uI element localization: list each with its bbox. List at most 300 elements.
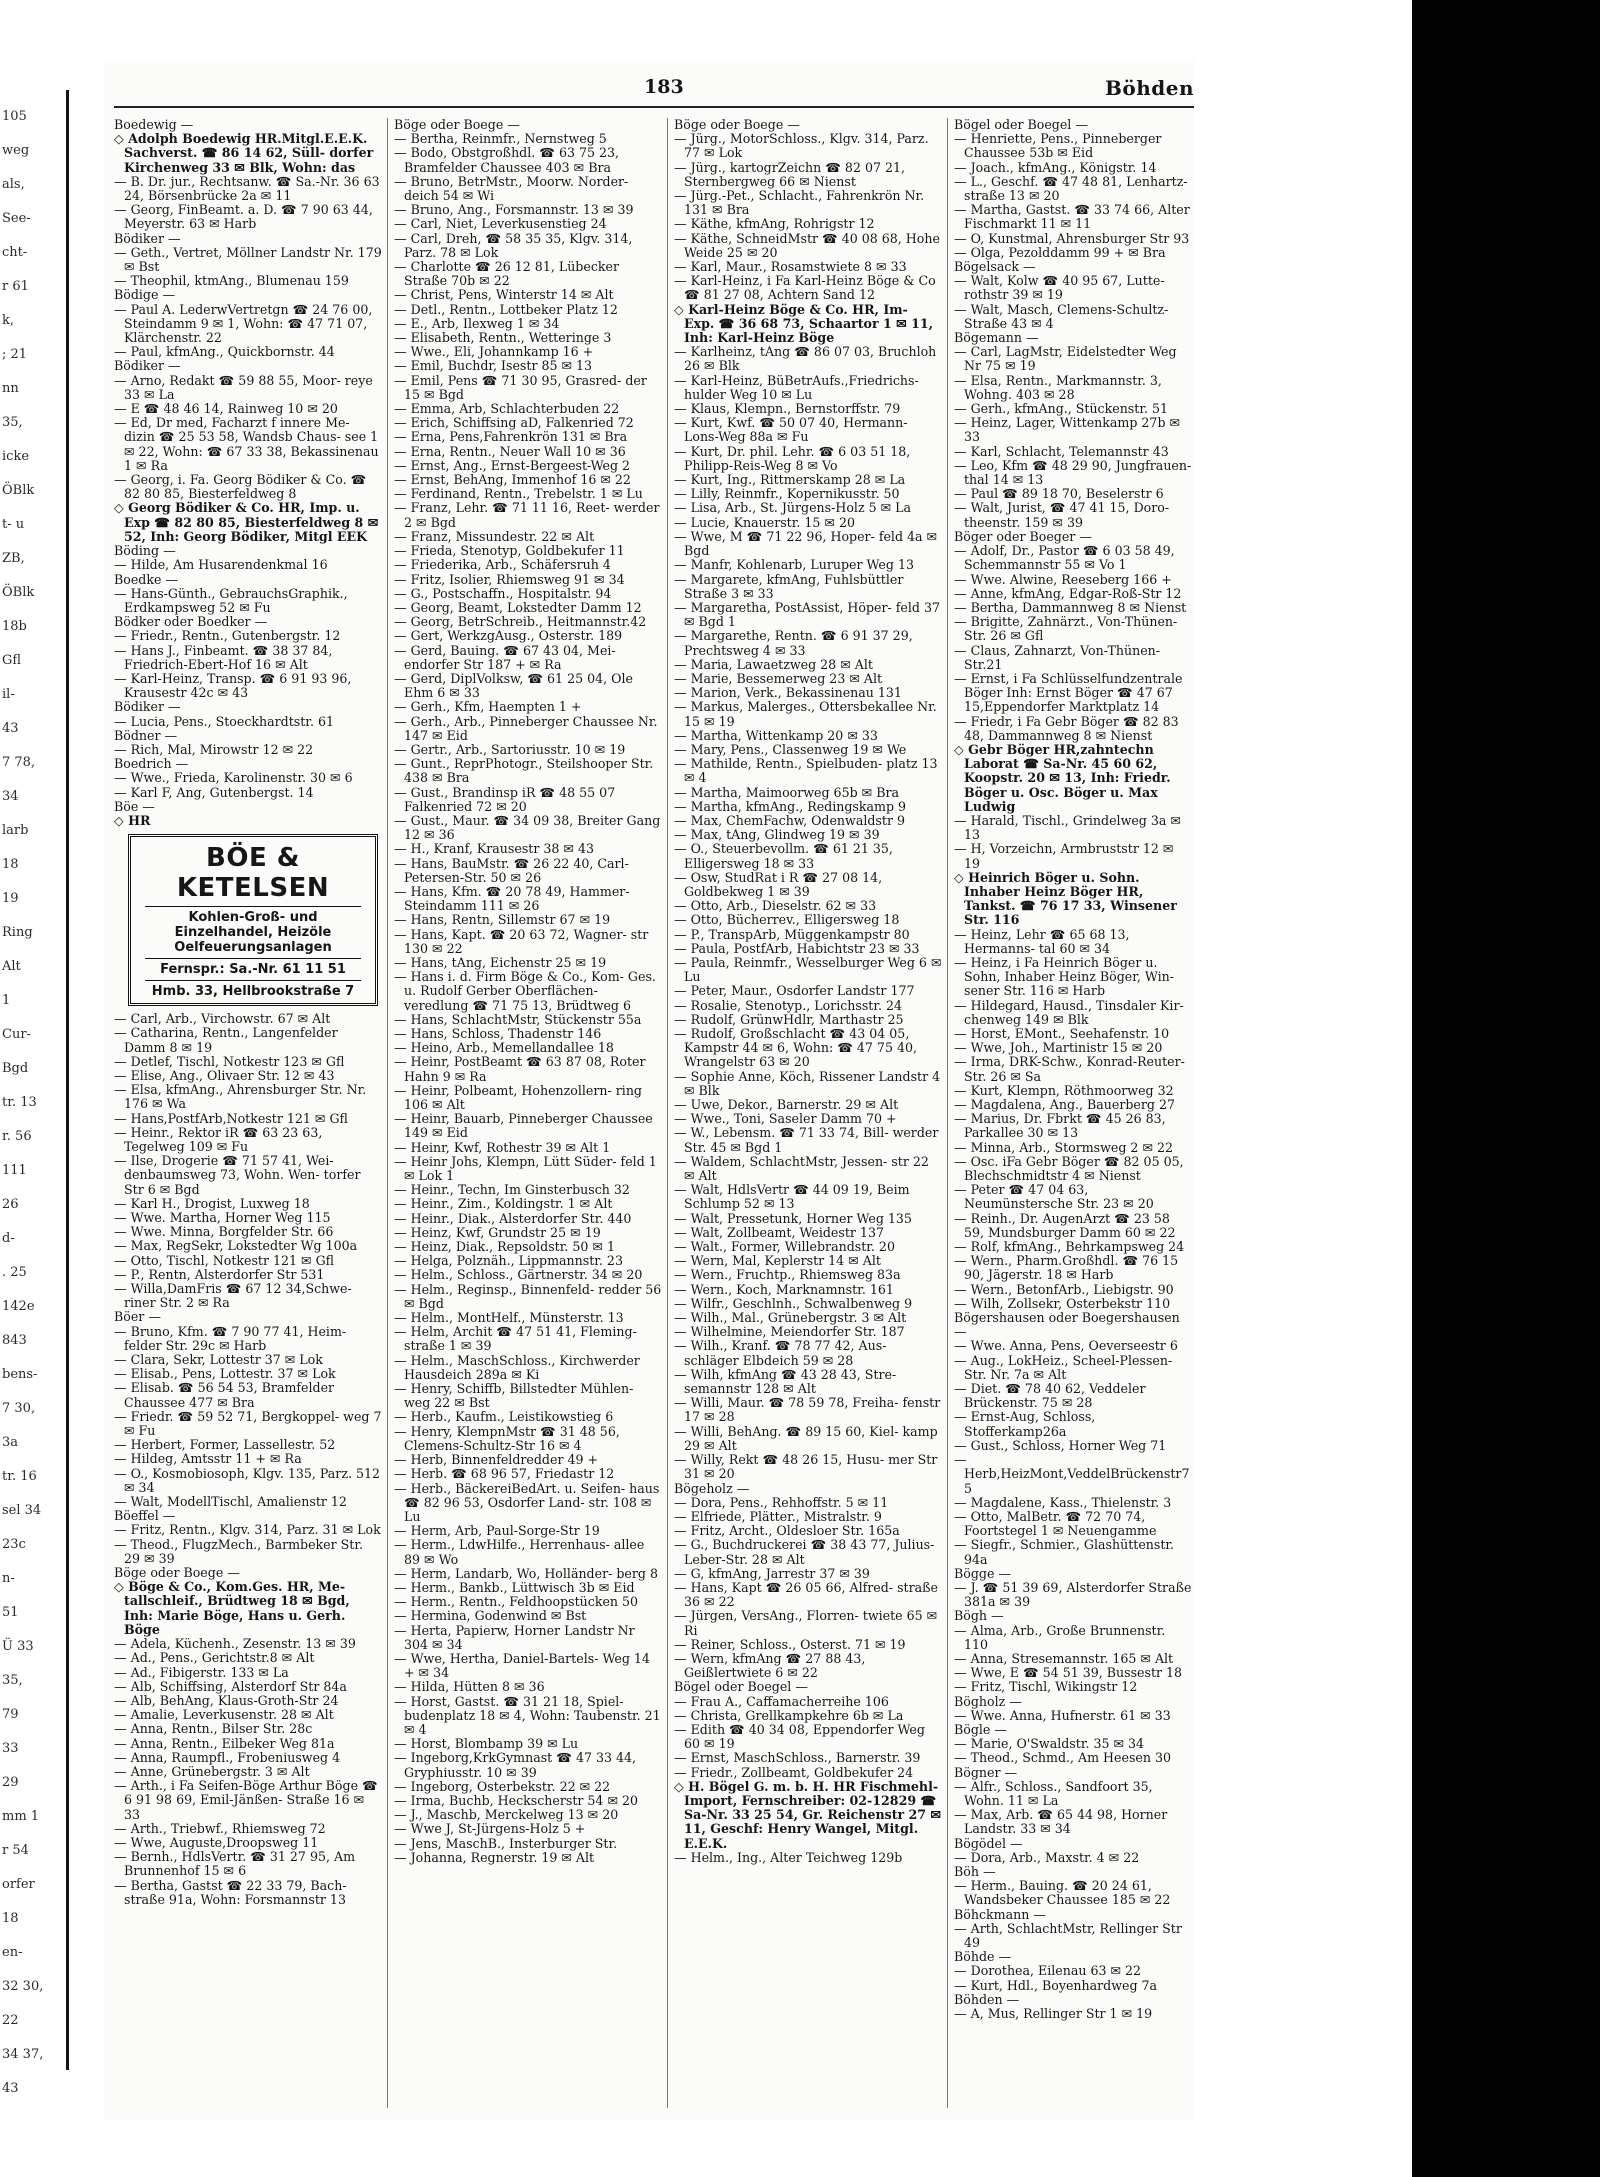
directory-entry: — Rich, Mal, Mirowstr 12 ✉ 22 (114, 741, 314, 757)
directory-entry: — Elisabeth, Rentn., Wetteringe 3 (394, 330, 612, 346)
directory-entry: — Alb, BehAng, Klaus-Groth-Str 24 (114, 1692, 339, 1708)
previous-page-fragment: d- (2, 1231, 15, 1246)
directory-entry: — Clara, Sekr, Lottestr 37 ✉ Lok (114, 1352, 323, 1368)
surname-heading: Bögel oder Boegel — (954, 117, 1088, 132)
directory-entry: ◇ H. Bögel G. m. b. H. HR Fischmehl-Import, Fernschreiber: 02-12829 ☎ Sa-Nr. 33 25 54, Gr. Reichenstr 27 ✉ 11, Geschf: Henry Wangel, Mitgl. E.E.K. (674, 1778, 942, 1851)
directory-entry: — Gerh., Kfm, Haempten 1 + (394, 699, 582, 715)
directory-entry: — Karl-Heinz, BüBetrAufs.,Friedrichs- hulder Weg 10 ✉ Lu (674, 372, 919, 402)
directory-entry: — Magdalena, Ang., Bauerberg 27 (954, 1097, 1175, 1113)
directory-entry: — Carl, Niet, Leverkusenstieg 24 (394, 216, 607, 232)
previous-page-fragment: 1 (2, 993, 11, 1008)
surname-heading: Böding — (114, 543, 176, 559)
directory-entry: — Ad., Fibigerstr. 133 ✉ La (114, 1664, 289, 1680)
directory-entry: — Hans, Kfm. ☎ 20 78 49, Hammer- Steindamm 111 ✉ 26 (394, 883, 630, 914)
directory-entry: — Hans, tAng, Eichenstr 25 ✉ 19 (394, 954, 607, 970)
directory-entry: — Heinz, Kwf, Grundstr 25 ✉ 19 (394, 1224, 601, 1240)
directory-entry: — Charlotte ☎ 26 12 81, Lübecker Straße 70b ✉ 22 (394, 259, 619, 289)
directory-entry: — Hans J., Finbeamt. ☎ 38 37 84, Friedrich-Ebert-Hof 16 ✉ Alt (114, 642, 333, 672)
previous-page-fragment: nn (2, 381, 19, 396)
directory-entry: — Emil, Pens ☎ 71 30 95, Grasred- der 15 ✉ Bgd (394, 372, 647, 402)
directory-entry: — Frieda, Stenotyp, Goldbekufer 11 (394, 543, 625, 559)
column-3 (674, 118, 942, 2108)
running-head: Böhden (1104, 76, 1194, 100)
directory-entry: — Lucie, Knauerstr. 15 ✉ 20 (674, 514, 855, 530)
surname-heading: Bögner — (954, 1764, 1018, 1780)
previous-page-fragment: Bgd (2, 1061, 29, 1076)
directory-entry: — Max, tAng, Glindweg 19 ✉ 39 (674, 827, 880, 843)
directory-entry: — Margaretha, PostAssist, Höper- feld 37 ✉ Bgd 1 (674, 599, 940, 630)
directory-entry: — Friederika, Arb., Schäfersruh 4 (394, 557, 611, 573)
directory-entry: — Käthe, kfmAng, Rohrigstr 12 (674, 216, 875, 232)
directory-entry: — Herm., Bankb., Lüttwisch 3b ✉ Eid (394, 1579, 635, 1595)
directory-entry: — Wern., Koch, Marknamnstr. 161 (674, 1281, 894, 1297)
previous-page-fragment: bens- (2, 1367, 38, 1382)
directory-entry: — Gerh., Arb., Pinneberger Chaussee Nr. 147 ✉ Eid (394, 713, 658, 743)
directory-entry: — Ad., Pens., Gerichtstr.8 ✉ Alt (114, 1650, 315, 1666)
directory-entry: — O, Kunstmal, Ahrensburger Str 93 (954, 230, 1190, 246)
directory-entry: — Friedr, i Fa Gebr Böger ☎ 82 83 48, Dammannweg 8 ✉ Nienst (954, 713, 1179, 743)
previous-page-fragment: weg (2, 143, 30, 158)
directory-entry: — Heinr, Bauarb, Pinneberger Chaussee 149 ✉ Eid (394, 1111, 653, 1141)
directory-entry: — Paul ☎ 89 18 70, Beselerstr 6 (954, 486, 1164, 502)
directory-entry: — W., Lebensm. ☎ 71 33 74, Bill- werder Str. 45 ✉ Bgd 1 (674, 1125, 939, 1155)
directory-entry: — Otto, Bücherrev., Elligersweg 18 (674, 912, 900, 928)
directory-entry: — Osw, StudRat i R ☎ 27 08 14, Goldbekweg 1 ✉ 39 (674, 869, 883, 899)
previous-page-fragment: 3a (2, 1435, 19, 1450)
directory-entry: — Heinr, PostBeamt ☎ 63 87 08, Roter Hahn 9 ✉ Ra (394, 1054, 646, 1084)
directory-entry: — Martha, Wittenkamp 20 ✉ 33 (674, 727, 878, 743)
directory-entry: ◇ Karl-Heinz Böge & Co. HR, Im- Exp. ☎ 36 68 73, Schaartor 1 ✉ 11, Inh: Karl-Heinz Böge (674, 301, 933, 346)
directory-entry: — Olga, Pezolddamm 99 + ✉ Bra (954, 244, 1166, 260)
surname-heading: Bögholz — (954, 1693, 1022, 1709)
directory-entry: — Alb, Schiffsing, Alsterdorf Str 84a (114, 1678, 347, 1694)
directory-entry: — Erna, Pens,Fahrenkrön 131 ✉ Bra (394, 429, 628, 445)
directory-entry: — Catharina, Rentn., Langenfelder Damm 8 ✉ 19 (114, 1025, 338, 1055)
directory-entry: — Horst, EMont., Seehafenstr. 10 (954, 1026, 1170, 1041)
advert-title: BÖE & KETELSEN (176, 843, 330, 904)
directory-entry: — Ernst, i Fa Schlüsselfundzentrale Böger Inh: Ernst Böger ☎ 47 67 15,Eppendorfer Marktplatz 14 (954, 670, 1183, 715)
directory-entry: — Heinz, i Fa Heinrich Böger u. Sohn, Inhaber Heinz Böger, Win- sener Str. 116 ✉ Harb (954, 954, 1175, 999)
directory-entry: — Wern, kfmAng ☎ 27 88 43, Geißlertwiete 6 ✉ 22 (674, 1650, 866, 1681)
directory-entry: — Herbert, Former, Lassellestr. 52 (114, 1437, 336, 1453)
directory-entry: — Franz, Missundestr. 22 ✉ Alt (394, 528, 595, 544)
previous-page-fragment: 7 78, (2, 755, 36, 770)
directory-entry: — Hildeg, Amtsstr 11 + ✉ Ra (114, 1451, 302, 1467)
directory-entry: — Edith ☎ 40 34 08, Eppendorfer Weg 60 ✉ 19 (674, 1721, 925, 1752)
directory-entry: — H, Vorzeichn, Armbruststr 12 ✉ 19 (954, 841, 1174, 871)
directory-entry: — Walt, Kolw ☎ 40 95 67, Lutte- rothstr 39 ✉ 19 (954, 273, 1165, 303)
directory-entry: — Wwe. Anna, Hufnerstr. 61 ✉ 33 (954, 1707, 1171, 1723)
surname-heading: Bödner — (114, 727, 178, 743)
directory-entry: — G., Buchdruckerei ☎ 38 43 77, Julius-Leber-Str. 28 ✉ Alt (674, 1537, 935, 1567)
directory-entry: — Wilh., Mal., Grünebergstr. 3 ✉ Alt (674, 1310, 907, 1326)
directory-entry: — Gust., Brandinsp iR ☎ 48 55 07 Falkenried 72 ✉ 20 (394, 784, 616, 814)
surname-heading: Bögel oder Boegel — (674, 1679, 808, 1695)
previous-page-fragment: 33 (2, 1741, 19, 1756)
directory-entry: — Hans, SchlachtMstr, Stückenstr 55a (394, 1011, 642, 1027)
directory-entry: — Bruno, BetrMstr., Moorw. Norder- deich 54 ✉ Wi (394, 173, 629, 204)
previous-page-fragment: als, (2, 177, 25, 192)
column-divider (667, 118, 668, 2108)
previous-page-fragment: ÖBlk (2, 483, 35, 498)
previous-page-fragment: 23c (2, 1537, 26, 1552)
directory-entry: — B. Dr. jur., Rechtsanw. ☎ Sa.-Nr. 36 63 24, Börsenbrücke 2a ✉ 11 (114, 173, 380, 204)
directory-entry: — Henry, Schiffb, Billstedter Mühlen- weg 22 ✉ Bst (394, 1381, 634, 1411)
directory-entry: — Elisab., Pens, Lottestr. 37 ✉ Lok (114, 1366, 336, 1382)
directory-entry: — Kurt, Ing., Rittmerskamp 28 ✉ La (674, 472, 906, 488)
directory-entry: — Herb., Kaufm., Leistikowstieg 6 (394, 1409, 614, 1425)
directory-entry: — Markus, Malerges., Ottersbekallee Nr. 15 ✉ 19 (674, 699, 937, 729)
directory-entry: — Uwe, Dekor., Barnerstr. 29 ✉ Alt (674, 1097, 899, 1113)
directory-entry: — Hans, Rentn, Sillemstr 67 ✉ 19 (394, 912, 611, 928)
previous-page-fragment: 43 (2, 721, 19, 736)
directory-entry: — Walt., Former, Willebrandstr. 20 (674, 1239, 895, 1255)
directory-entry: — Hans, Kapt. ☎ 20 63 72, Wagner- str 130 ✉ 22 (394, 926, 649, 956)
directory-entry: — Anne, Grünebergstr. 3 ✉ Alt (114, 1763, 310, 1779)
directory-entry: — Walt, Jurist, ☎ 47 41 15, Doro- theenstr. 159 ✉ 39 (954, 500, 1170, 530)
previous-page-fragment: 22 (2, 2013, 19, 2028)
directory-entry: — Wwe, Auguste,Droopsweg 11 (114, 1834, 319, 1850)
column-4 (954, 118, 1192, 2108)
directory-entry: — Wwe., Eli, Johannkamp 16 + (394, 344, 594, 360)
directory-entry: — Horst, Gastst. ☎ 31 21 18, Spiel- budenplatz 18 ✉ 4, Wohn: Taubenstr. 21 ✉ 4 (394, 1693, 661, 1737)
surname-heading: Bögge — (954, 1565, 1012, 1581)
directory-entry: — Herm, Landarb, Wo, Holländer- berg 8 (394, 1565, 658, 1581)
directory-entry: — Gust., Schloss, Horner Weg 71 (954, 1437, 1167, 1453)
surname-heading: Böhde — (954, 1949, 1012, 1965)
directory-entry: — Adolf, Dr., Pastor ☎ 6 03 58 49, Schemmannstr 55 ✉ Vo 1 (954, 543, 1175, 573)
directory-entry: — Christa, Grellkampkehre 6b ✉ La (674, 1707, 904, 1723)
directory-entry: — Hilde, Am Husarendenkmal 16 (114, 557, 328, 573)
directory-entry: — Marion, Verk., Bekassinenau 131 (674, 685, 902, 701)
surname-heading: Böh — (954, 1863, 996, 1879)
directory-entry: — Elise, Ang., Olivaer Str. 12 ✉ 43 (114, 1067, 335, 1083)
directory-entry: — Christ, Pens, Winterstr 14 ✉ Alt (394, 287, 614, 303)
previous-page-fragment: il- (2, 687, 15, 702)
previous-page-fragment: en- (2, 1945, 23, 1960)
directory-entry: — Klaus, Klempn., Bernstorffstr. 79 (674, 401, 901, 417)
directory-entry: — Wwe, Hertha, Daniel-Bartels- Weg 14 + ✉ 34 (394, 1650, 650, 1681)
surname-heading: Böhckmann — (954, 1906, 1046, 1922)
directory-entry: — Ernst-Aug, Schloss, Stofferkamp26a (954, 1409, 1096, 1439)
previous-page-fragment: icke (2, 449, 30, 464)
directory-entry: — Heinr Johs, Klempn, Lütt Süder- feld 1 ✉ Lok 1 (394, 1153, 657, 1184)
scanner-black-border (1412, 0, 1600, 2177)
directory-entry: ◇ Adolph Boedewig HR.Mitgl.E.E.K. Sachverst. ☎ 86 14 62, Süll- dorfer Kirchenweg 33 ✉ Blk, Wohn: das (114, 131, 374, 175)
directory-entry: — Friedr. ☎ 59 52 71, Bergkoppel- weg 7 ✉ Fu (114, 1408, 382, 1439)
directory-entry: — Sophie Anne, Köch, Rissener Landstr 4 ✉ Blk (674, 1068, 941, 1098)
column-2 (394, 118, 662, 2108)
directory-entry: — Marie, Bessemerweg 23 ✉ Alt (674, 670, 883, 686)
directory-entry: — Heinr, Kwf, Rothestr 39 ✉ Alt 1 (394, 1139, 611, 1155)
directory-entry: — Wwe. Minna, Borgfelder Str. 66 (114, 1224, 334, 1240)
directory-entry: — Kurt, Hdl., Boyenhardweg 7a (954, 1977, 1158, 1993)
directory-entry: — Magdalene, Kass., Thielenstr. 3 (954, 1494, 1172, 1510)
directory-entry: — Rudolf, Großschlacht ☎ 43 04 05, Kampstr 44 ✉ 6, Wohn: ☎ 47 75 40, Wrangelstr 63 ✉ 20 (674, 1026, 917, 1070)
directory-entry: — Herm., Bauing. ☎ 20 24 61, Wandsbeker Chaussee 185 ✉ 22 (954, 1878, 1171, 1908)
previous-page-fragment: k, (2, 313, 15, 328)
surname-heading: Böger oder Boeger — (954, 528, 1092, 544)
directory-entry: — Wilfr., Geschlnh., Schwalbenweg 9 (674, 1295, 913, 1311)
previous-page-fragment: 34 (2, 789, 19, 804)
directory-entry: — Helga, Polznäh., Lippmannstr. 23 (394, 1253, 623, 1269)
directory-entry: — Wwe. Anna, Pens, Oeverseestr 6 (954, 1338, 1178, 1354)
surname-heading: Böeffel — (114, 1508, 176, 1524)
previous-page-fragment: 35, (2, 415, 23, 430)
directory-entry: — Hans, Kapt ☎ 26 05 66, Alfred- straße 36 ✉ 22 (674, 1579, 938, 1610)
directory-entry: — Wern., BetonfArb., Liebigstr. 90 (954, 1281, 1174, 1297)
directory-entry: — Heinr, Polbeamt, Hohenzollern- ring 106 ✉ Alt (394, 1082, 642, 1113)
directory-entry: — Theod., FlugzMech., Barmbeker Str. 29 ✉ 39 (114, 1536, 363, 1566)
directory-entry: — Karlheinz, tAng ☎ 86 07 03, Bruchloh 26 ✉ Blk (674, 344, 937, 374)
surname-heading: Bödige — (114, 287, 176, 303)
directory-entry: — Arth., i Fa Seifen-Böge Arthur Böge ☎ 6 91 98 69, Emil-Jänßen- Straße 16 ✉ 33 (114, 1778, 378, 1822)
directory-entry: — Fritz, Tischl, Wikingstr 12 (954, 1679, 1138, 1695)
previous-page-fragment: 142e (2, 1299, 35, 1314)
previous-page-fragment: 79 (2, 1707, 19, 1722)
previous-page-fragment: sel 34 (2, 1503, 42, 1518)
directory-entry: — Herb,HeizMont,VeddelBrückenstr75 (954, 1452, 1190, 1496)
directory-entry: — Heinz, Diak., Repsoldstr. 50 ✉ 1 (394, 1239, 615, 1255)
directory-entry: — Johanna, Regnerstr. 19 ✉ Alt (394, 1849, 595, 1865)
surname-heading: Bödker oder Boedker — (114, 614, 268, 630)
directory-entry: — Mary, Pens., Classenweg 19 ✉ We (674, 741, 907, 757)
directory-entry: — Hans i. d. Firm Böge & Co., Kom- Ges. u. Rudolf Gerber Oberflächen- veredlung ☎ 71 75 13, Brüdtweg 6 (394, 969, 656, 1013)
directory-entry: — Otto, MalBetr. ☎ 72 70 74, Foortstegel 1 ✉ Neuengamme (954, 1508, 1157, 1539)
directory-entry: — Wwe., Toni, Saseler Damm 70 + (674, 1111, 897, 1127)
directory-entry: — Joach., kfmAng., Königstr. 14 (954, 159, 1157, 175)
previous-page-fragment: 29 (2, 1775, 19, 1790)
directory-entry: — Karl-Heinz, i Fa Karl-Heinz Böge & Co ☎ 81 27 08, Achtern Sand 12 (674, 273, 936, 303)
advert-line: Oelfeuerungsanlagen (174, 940, 332, 956)
directory-entry: — P., TranspArb, Müggenkampstr 80 (674, 926, 910, 942)
directory-entry: — Marius, Dr. Fbrkt ☎ 45 26 83, Parkallee 30 ✉ 13 (954, 1111, 1166, 1141)
directory-entry: — Wern., Pharm.Großhdl. ☎ 76 15 90, Jägerstr. 18 ✉ Harb (954, 1253, 1179, 1283)
directory-entry: — Wilh, kfmAng ☎ 43 28 43, Stre- semannstr 128 ✉ Alt (674, 1366, 897, 1397)
previous-page-fragment: mm 1 (2, 1809, 40, 1824)
directory-entry: — A, Mus, Rellinger Str 1 ✉ 19 (954, 2006, 1153, 2022)
directory-entry: — Amalie, Leverkusenstr. 28 ✉ Alt (114, 1707, 334, 1723)
previous-page-fragment: t- u (2, 517, 25, 532)
directory-entry: — Ernst, Ang., Ernst-Bergeest-Weg 2 (394, 457, 631, 473)
directory-entry: — Arth., Triebwf., Rhiemsweg 72 (114, 1820, 326, 1836)
directory-entry: — Fritz, Rentn., Klgv. 314, Parz. 31 ✉ Lok (114, 1522, 381, 1538)
directory-entry: — Helm., Schloss., Gärtnerstr. 34 ✉ 20 (394, 1267, 643, 1283)
directory-entry: — Willi, Maur. ☎ 78 59 78, Freiha- fenstr 17 ✉ 28 (674, 1395, 941, 1425)
directory-entry: — E ☎ 48 46 14, Rainweg 10 ✉ 20 (114, 401, 338, 417)
previous-page-fragment: cht- (2, 245, 28, 260)
directory-entry: — Karl, Schlacht, Telemannstr 43 (954, 443, 1169, 459)
previous-page-fragment: 26 (2, 1197, 19, 1212)
directory-entry: — Gerh., kfmAng., Stückenstr. 51 (954, 401, 1169, 417)
directory-entry: — Peter, Maur., Osdorfer Landstr 177 (674, 983, 915, 999)
previous-page-fragment: r 61 (2, 279, 29, 294)
directory-entry: — Willa,DamFris ☎ 67 12 34,Schwe- riner Str. 2 ✉ Ra (114, 1281, 352, 1311)
directory-entry: — Hildegard, Hausd., Tinsdaler Kir- chenweg 149 ✉ Blk (954, 997, 1184, 1027)
directory-entry: — Martha, Gastst. ☎ 33 74 66, Alter Fischmarkt 11 ✉ 11 (954, 202, 1190, 232)
surname-heading: Böge oder Boege — (674, 117, 800, 132)
directory-entry: — Peter ☎ 47 04 63, Neumünstersche Str. 23 ✉ 20 (954, 1182, 1154, 1212)
directory-entry: — Walt, HdlsVertr ☎ 44 09 19, Beim Schlump 52 ✉ 13 (674, 1182, 910, 1212)
directory-entry: — Siegfr., Schmier., Glashüttenstr. 94a (954, 1537, 1175, 1567)
directory-entry: — Ilse, Drogerie ☎ 71 57 41, Wei- denbaumsweg 73, Wohn. Wen- torfer Str 6 ✉ Bgd (114, 1153, 361, 1197)
surname-heading: Bögershausen oder Boegershausen — (954, 1310, 1180, 1340)
surname-heading: Böhden — (954, 1991, 1020, 2007)
directory-entry: — Diet. ☎ 78 40 62, Veddeler Brückenstr. 75 ✉ 28 (954, 1381, 1146, 1411)
directory-entry: — Rosalie, Stenotyp., Lorichsstr. 24 (674, 997, 903, 1013)
surname-heading: Bögh — (954, 1608, 1004, 1624)
directory-entry: — Herb. ☎ 68 96 57, Friedastr 12 (394, 1466, 615, 1482)
directory-page (104, 60, 1194, 2120)
directory-entry: — Horst, Blombamp 39 ✉ Lu (394, 1736, 579, 1752)
directory-entry: — Ernst, BehAng, Immenhof 16 ✉ 22 (394, 472, 631, 488)
directory-entry: — Claus, Zahnarzt, Von-Thünen-Str.21 (954, 642, 1161, 672)
directory-entry: — Helm., MaschSchloss., Kirchwerder Hausdeich 289a ✉ Ki (394, 1352, 640, 1382)
directory-entry: — Paula, PostfArb, Habichtstr 23 ✉ 33 (674, 940, 920, 956)
directory-entry: — Leo, Kfm ☎ 48 29 90, Jungfrauen- thal 14 ✉ 13 (954, 457, 1192, 488)
directory-entry: — Margarete, kfmAng, Fuhlsbüttler Straße 3 ✉ 33 (674, 571, 904, 601)
directory-entry: — Gertr., Arb., Sartoriusstr. 10 ✉ 19 (394, 741, 626, 757)
directory-entry: — Heinr., Techn, Im Ginsterbusch 32 (394, 1182, 630, 1198)
previous-page-fragment: 105 (2, 109, 27, 124)
directory-entry: — Gerd, DiplVolksw, ☎ 61 25 04, Ole Ehm 6 ✉ 33 (394, 670, 633, 701)
directory-entry: — Detl., Rentn., Lottbeker Platz 12 (394, 301, 618, 317)
directory-entry: — Franz, Lehr. ☎ 71 11 16, Reet- werder 2 ✉ Bgd (394, 500, 660, 530)
directory-entry: — Carl, Arb., Virchowstr. 67 ✉ Alt (114, 1011, 331, 1027)
previous-page-fragment: tr. 13 (2, 1095, 37, 1110)
directory-entry: ◇ Gebr Böger HR,zahntechn Laborat ☎ Sa-Nr. 45 60 62, Koopstr. 20 ✉ 13, Inh: Friedr. Böger u. Osc. Böger u. Max Ludwig (954, 741, 1171, 814)
previous-page-fragment: n- (2, 1571, 15, 1586)
directory-entry: — Heinr., Diak., Alsterdorfer Str. 440 (394, 1210, 632, 1226)
column-divider (387, 118, 388, 2108)
surname-heading: Bögelsack — (954, 259, 1036, 275)
previous-page-fragment: Alt (2, 959, 21, 974)
directory-entry: — Max, ChemFachw, Odenwaldstr 9 (674, 812, 905, 828)
directory-entry: — Georg, Beamt, Lokstedter Damm 12 (394, 599, 642, 615)
directory-entry: — Heino, Arb., Memellandallee 18 (394, 1040, 614, 1056)
directory-entry: — Wilh., Kranf. ☎ 78 77 42, Aus- schläger Elbdeich 59 ✉ 28 (674, 1338, 887, 1368)
directory-entry: — Arno, Redakt ☎ 59 88 55, Moor- reye 33 ✉ La (114, 372, 373, 402)
directory-entry: — Walt, Pressetunk, Horner Weg 135 (674, 1210, 912, 1226)
directory-entry: — Elfriede, Plätter., Mistralstr. 9 (674, 1508, 882, 1524)
directory-entry: — Anna, Stresemannstr. 165 ✉ Alt (954, 1650, 1174, 1666)
directory-entry: — Wilhelmine, Meiendorfer Str. 187 (674, 1324, 905, 1340)
directory-entry: — Brigitte, Zahnärzt., Von-Thünen- Str. 26 ✉ Gfl (954, 614, 1178, 644)
directory-entry: — Ingeborg, Osterbekstr. 22 ✉ 22 (394, 1778, 611, 1794)
directory-entry: — Wilh, Zollsekr, Osterbekstr 110 (954, 1295, 1171, 1311)
directory-entry: — Ferdinand, Rentn., Trebelstr. 1 ✉ Lu (394, 486, 643, 502)
directory-entry: — Dora, Pens., Rehhoffstr. 5 ✉ 11 (674, 1494, 889, 1510)
directory-entry: — Anna, Rentn., Eilbeker Weg 81a (114, 1735, 335, 1751)
directory-entry: — Martha, kfmAng., Redingskamp 9 (674, 798, 907, 814)
directory-entry: — Hermina, Godenwind ✉ Bst (394, 1608, 587, 1624)
previous-page-fragment: 19 (2, 891, 19, 906)
previous-page-fragment: Cur- (2, 1027, 31, 1042)
directory-entry: — J. ☎ 51 39 69, Alsterdorfer Straße 381a ✉ 39 (954, 1579, 1192, 1610)
directory-entry: — Reiner, Schloss., Osterst. 71 ✉ 19 (674, 1636, 906, 1652)
directory-entry: — Karl-Heinz, Transp. ☎ 6 91 93 96, Krausestr 42c ✉ 43 (114, 670, 352, 701)
directory-entry: — Gerd, Bauing. ☎ 67 43 04, Mei- endorfer Str 187 + ✉ Ra (394, 642, 616, 672)
directory-entry: — Georg, i. Fa. Georg Bödiker & Co. ☎ 82 80 85, Biesterfeldweg 8 (114, 472, 367, 502)
directory-entry: — Hans-Günth., GebrauchsGraphik., Erdkampsweg 52 ✉ Fu (114, 585, 348, 615)
directory-entry: — Bernh., HdlsVertr. ☎ 31 27 95, Am Brunnenhof 15 ✉ 6 (114, 1849, 356, 1879)
directory-entry: — Helm., Reginsp., Binnenfeld- redder 56 ✉ Bgd (394, 1281, 662, 1311)
directory-entry: — Detlef, Tischl, Notkestr 123 ✉ Gfl (114, 1053, 345, 1069)
previous-page-fragment: 18b (2, 619, 27, 634)
directory-entry: — Emma, Arb, Schlachterbuden 22 (394, 401, 620, 417)
directory-entry: — Adela, Küchenh., Zesenstr. 13 ✉ 39 (114, 1636, 356, 1652)
column-1-top-entries (114, 118, 382, 828)
column-1-bottom-entries (114, 1012, 382, 1907)
previous-page-fragment: 34 37, (2, 2047, 44, 2062)
advert-divider (145, 906, 361, 907)
directory-entry: — Theod., Schmd., Am Heesen 30 (954, 1750, 1172, 1766)
directory-entry: — Alma, Arb., Große Brunnenstr. 110 (954, 1622, 1166, 1652)
directory-entry: — Hans,PostfArb,Notkestr 121 ✉ Gfl (114, 1110, 348, 1126)
directory-entry: — Fritz, Archt., Oldesloer Str. 165a (674, 1523, 900, 1539)
advert-line: Einzelhandel, Heizöle (174, 925, 332, 941)
directory-entry: — Mathilde, Rentn., Spielbuden- platz 13 ✉ 4 (674, 756, 938, 786)
directory-entry: — Herm., LdwHilfe., Herrenhaus- allee 89 ✉ Wo (394, 1537, 645, 1567)
previous-page-fragment: 7 30, (2, 1401, 36, 1416)
directory-entry: — Margarethe, Rentn. ☎ 6 91 37 29, Prechtsweg 4 ✉ 33 (674, 628, 913, 658)
surname-heading: Bögödel — (954, 1835, 1023, 1851)
surname-heading: Bögle — (954, 1721, 1007, 1737)
directory-entry: — Wwe, M ☎ 71 22 96, Hoper- feld 4a ✉ Bgd (674, 528, 938, 559)
directory-entry: — Lilly, Reinmfr., Kopernikusstr. 50 (674, 486, 900, 502)
previous-page-fragment: Ü 33 (2, 1639, 34, 1654)
directory-entry: — Kurt, Dr. phil. Lehr. ☎ 6 03 51 18, Philipp-Reis-Weg 8 ✉ Vo (674, 443, 911, 473)
directory-entry: — Otto, Tischl, Notkestr 121 ✉ Gfl (114, 1252, 335, 1268)
advertisement-boe-ketelsen (128, 834, 378, 1006)
directory-entry: — Friedr., Rentn., Gutenbergstr. 12 (114, 628, 341, 644)
directory-entry: — Lisa, Arb., St. Jürgens-Holz 5 ✉ La (674, 500, 912, 516)
previous-page-fragment: ZB, (2, 551, 25, 566)
previous-page-fragment: Ring (2, 925, 33, 940)
previous-page-fragment: r 54 (2, 1843, 29, 1858)
directory-entry: — Wern., Fruchtp., Rhiemsweg 83a (674, 1267, 901, 1283)
directory-entry: — Wwe. Alwine, Reeseberg 166 + (954, 571, 1172, 587)
directory-entry: — Heinz, Lehr ☎ 65 68 13, Hermanns- tal 60 ✉ 34 (954, 926, 1130, 956)
surname-heading: Böge oder Boege — (394, 117, 520, 132)
directory-entry: — Georg, BetrSchreib., Heitmannstr.42 (394, 614, 647, 630)
previous-page-fragment: ÖBlk (2, 585, 35, 600)
directory-entry: — Elisab. ☎ 56 54 53, Bramfelder Chaussee 477 ✉ Bra (114, 1380, 335, 1410)
directory-entry: — Jens, MaschB., Insterburger Str. (394, 1835, 618, 1851)
directory-entry: — Dorothea, Eilenau 63 ✉ 22 (954, 1963, 1142, 1979)
directory-entry: — Irma, Buchb, Heckscherstr 54 ✉ 20 (394, 1792, 639, 1808)
directory-entry: — Lucia, Pens., Stoeckhardtstr. 61 (114, 713, 334, 729)
directory-entry: — Hans, Schloss, Thadenstr 146 (394, 1026, 602, 1041)
directory-entry: — Käthe, SchneidMstr ☎ 40 08 68, Hohe Weide 25 ✉ 20 (674, 230, 940, 260)
directory-entry: — Maria, Lawaetzweg 28 ✉ Alt (674, 656, 873, 672)
directory-entry: — Herb, Binnenfeldredder 49 + (394, 1452, 599, 1468)
directory-entry: — Rudolf, GrünwHdlr, Marthastr 25 (674, 1011, 904, 1027)
directory-entry: — Ernst, MaschSchloss., Barnerstr. 39 (674, 1750, 921, 1766)
previous-page-fragment: orfer (2, 1877, 35, 1892)
directory-entry: — J., Maschb, Merckelweg 13 ✉ 20 (394, 1807, 619, 1823)
directory-entry: — Helm., MontHelf., Münsterstr. 13 (394, 1310, 624, 1326)
directory-entry: — Rolf, kfmAng., Behrkampsweg 24 (954, 1239, 1185, 1255)
directory-entry: — Dora, Arb., Maxstr. 4 ✉ 22 (954, 1849, 1140, 1865)
directory-entry: — Walt, Zollbeamt, Weidestr 137 (674, 1224, 884, 1240)
previous-page-fragment: 843 (2, 1333, 27, 1348)
directory-entry: — Hans, BauMstr. ☎ 26 22 40, Carl- Petersen-Str. 50 ✉ 26 (394, 855, 629, 885)
directory-entry: — Walt, Masch, Clemens-Schultz- Straße 43 ✉ 4 (954, 301, 1169, 331)
directory-entry: — Kurt, Klempn, Röthmoorweg 32 (954, 1082, 1174, 1098)
directory-entry: — Anna, Raumpfl., Frobeniusweg 4 (114, 1749, 341, 1765)
directory-entry: — Wwe, Joh., Martinistr 15 ✉ 20 (954, 1040, 1163, 1056)
